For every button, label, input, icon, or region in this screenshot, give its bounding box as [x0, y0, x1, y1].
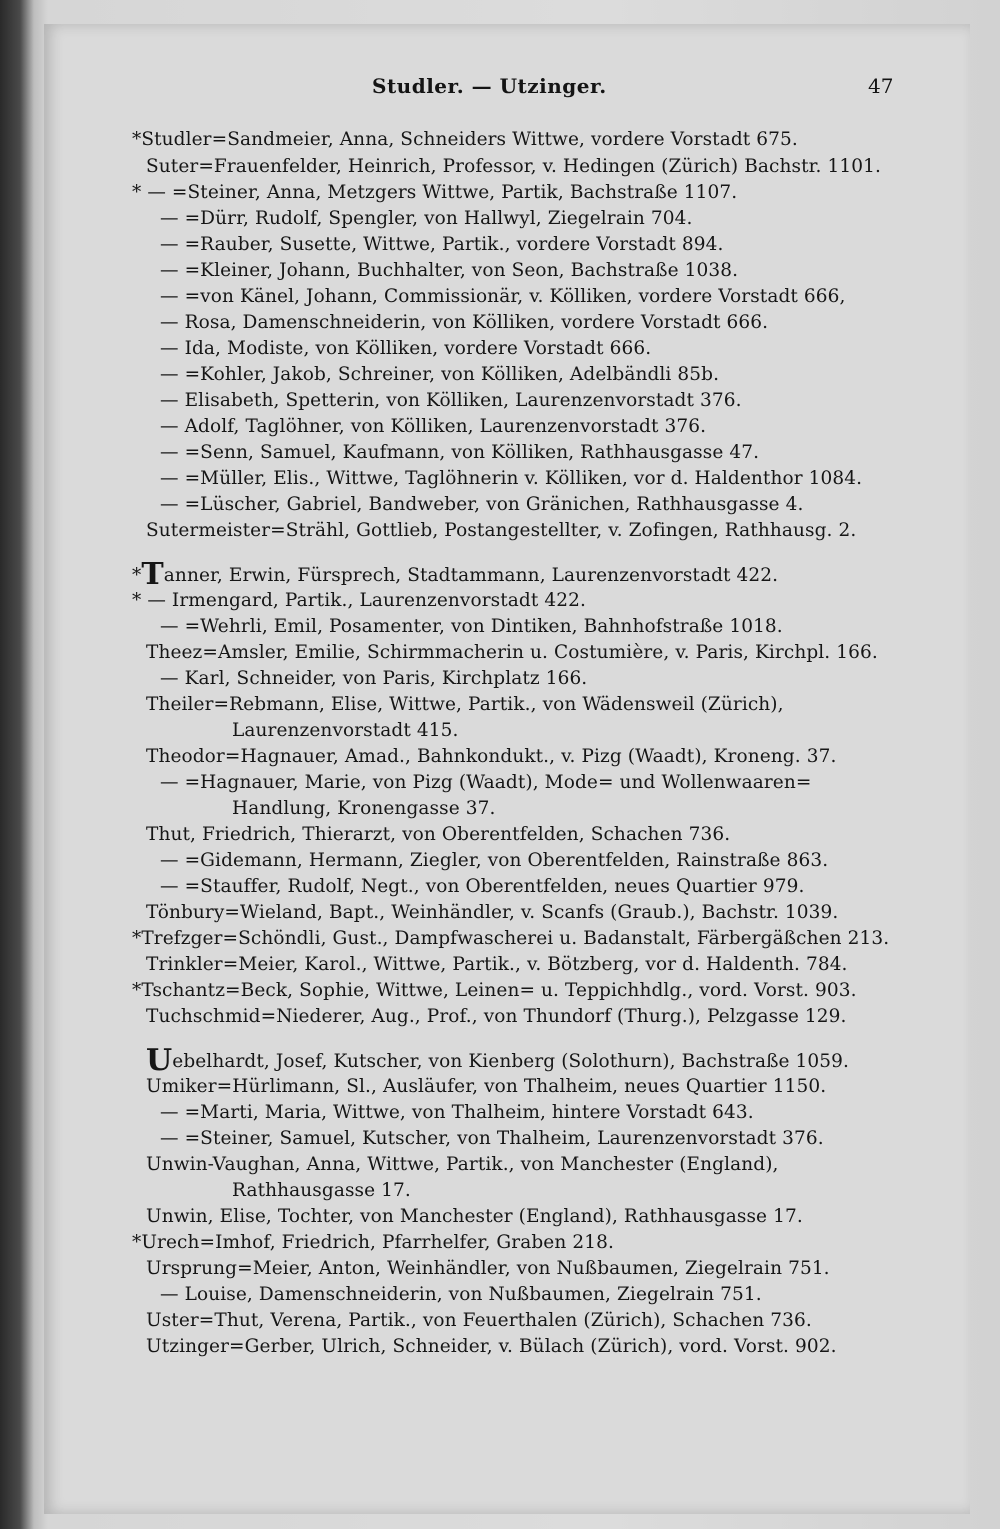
- entry-line: — =Gidemann, Hermann, Ziegler, von Oberentfelden, Rainstraße 863.: [160, 850, 829, 871]
- page-header: [0, 74, 1000, 104]
- entry-line: — =von Känel, Johann, Commissionär, v. Kölliken, vordere Vorstadt 666,: [160, 286, 846, 307]
- entry-line: — =Dürr, Rudolf, Spengler, von Hallwyl, Ziegelrain 704.: [160, 208, 693, 229]
- entry-line: *Tschantz=Beck, Sophie, Wittwe, Leinen= u. Teppichhdlg., vord. Vorst. 903.: [132, 980, 857, 1001]
- entry-line: — Rosa, Damenschneiderin, von Kölliken, vordere Vorstadt 666.: [160, 312, 769, 333]
- page-number: 47: [868, 74, 894, 98]
- entry-line: * — Irmengard, Partik., Laurenzenvorstadt 422.: [132, 590, 586, 611]
- section-u-first-entry: [146, 1043, 850, 1078]
- section-initial-u: U: [146, 1043, 173, 1078]
- entry-line: Umiker=Hürlimann, Sl., Ausläufer, von Thalheim, neues Quartier 1150.: [146, 1076, 827, 1097]
- entry-line: Ursprung=Meier, Anton, Weinhändler, von Nußbaumen, Ziegelrain 751.: [146, 1258, 830, 1279]
- entry-line: Sutermeister=Strähl, Gottlieb, Postangestellter, v. Zofingen, Rathhausg. 2.: [146, 520, 857, 541]
- entry-line: Tuchschmid=Niederer, Aug., Prof., von Thundorf (Thurg.), Pelzgasse 129.: [146, 1006, 847, 1027]
- entry-line: *Studler=Sandmeier, Anna, Schneiders Wittwe, vordere Vorstadt 675.: [132, 129, 798, 150]
- entry-line: Uster=Thut, Verena, Partik., von Feuerthalen (Zürich), Schachen 736.: [146, 1310, 812, 1331]
- entry-line: * — =Steiner, Anna, Metzgers Wittwe, Partik, Bachstraße 1107.: [132, 182, 738, 203]
- entry-line: Unwin-Vaughan, Anna, Wittwe, Partik., von Manchester (England),: [146, 1154, 779, 1175]
- entry-line: — =Müller, Elis., Wittwe, Taglöhnerin v. Kölliken, vor d. Haldenthor 1084.: [160, 468, 863, 489]
- entry-line: — =Kleiner, Johann, Buchhalter, von Seon, Bachstraße 1038.: [160, 260, 739, 281]
- entry-line: Handlung, Kronengasse 37.: [232, 798, 496, 819]
- entry-line: Laurenzenvorstadt 415.: [232, 720, 459, 741]
- entry-line: Rathhausgasse 17.: [232, 1180, 411, 1201]
- section-t-first-entry: [132, 557, 779, 592]
- entry-line: — =Stauffer, Rudolf, Negt., von Oberentfelden, neues Quartier 979.: [160, 876, 805, 897]
- entry-line: — =Hagnauer, Marie, von Pizg (Waadt), Mode= und Wollenwaaren=: [160, 772, 812, 793]
- entry-line: Utzinger=Gerber, Ulrich, Schneider, v. Bülach (Zürich), vord. Vorst. 902.: [146, 1336, 837, 1357]
- entry-line: Thut, Friedrich, Thierarzt, von Oberentfelden, Schachen 736.: [146, 824, 731, 845]
- entry-line: Theez=Amsler, Emilie, Schirmmacherin u. Costumière, v. Paris, Kirchpl. 166.: [146, 642, 878, 663]
- entry-line: Unwin, Elise, Tochter, von Manchester (England), Rathhausgasse 17.: [146, 1206, 803, 1227]
- entry-line: — =Kohler, Jakob, Schreiner, von Kölliken, Adelbändli 85b.: [160, 364, 720, 385]
- entry-line: — Ida, Modiste, von Kölliken, vordere Vorstadt 666.: [160, 338, 652, 359]
- entry-line: — =Marti, Maria, Wittwe, von Thalheim, hintere Vorstadt 643.: [160, 1102, 754, 1123]
- section-initial-t: T: [141, 557, 164, 592]
- entry-line: Theiler=Rebmann, Elise, Wittwe, Partik., von Wädensweil (Zürich),: [146, 694, 784, 715]
- entry-text: anner, Erwin, Fürsprech, Stadtammann, Laurenzenvorstadt 422.: [163, 565, 779, 586]
- running-title: Studler. — Utzinger.: [372, 74, 607, 98]
- entry-line: — Karl, Schneider, von Paris, Kirchplatz 166.: [160, 668, 588, 689]
- entry-line: Theodor=Hagnauer, Amad., Bahnkondukt., v. Pizg (Waadt), Kroneng. 37.: [146, 746, 837, 767]
- entry-line: — Louise, Damenschneiderin, von Nußbaumen, Ziegelrain 751.: [160, 1284, 762, 1305]
- entry-line: — =Rauber, Susette, Wittwe, Partik., vordere Vorstadt 894.: [160, 234, 724, 255]
- entry-line: *Trefzger=Schöndli, Gust., Dampfwascherei u. Badanstalt, Färbergäßchen 213.: [132, 928, 890, 949]
- entry-text: ebelhardt, Josef, Kutscher, von Kienberg (Solothurn), Bachstraße 1059.: [172, 1051, 850, 1072]
- entry-line: Trinkler=Meier, Karol., Wittwe, Partik., v. Bötzberg, vor d. Haldenth. 784.: [146, 954, 848, 975]
- entry-line: — Adolf, Taglöhner, von Kölliken, Laurenzenvorstadt 376.: [160, 416, 707, 437]
- entry-line: *Urech=Imhof, Friedrich, Pfarrhelfer, Graben 218.: [132, 1232, 614, 1253]
- entry-line: — =Steiner, Samuel, Kutscher, von Thalheim, Laurenzenvorstadt 376.: [160, 1128, 824, 1149]
- entry-line: — =Lüscher, Gabriel, Bandweber, von Gränichen, Rathhausgasse 4.: [160, 494, 804, 515]
- entry-line: — =Wehrli, Emil, Posamenter, von Dintiken, Bahnhofstraße 1018.: [160, 616, 783, 637]
- entry-line: — Elisabeth, Spetterin, von Kölliken, Laurenzenvorstadt 376.: [160, 390, 742, 411]
- entry-line: Tönbury=Wieland, Bapt., Weinhändler, v. Scanfs (Graub.), Bachstr. 1039.: [146, 902, 839, 923]
- entry-line: Suter=Frauenfelder, Heinrich, Professor, v. Hedingen (Zürich) Bachstr. 1101.: [146, 156, 881, 177]
- asterisk-mark: *: [132, 565, 142, 586]
- entry-line: — =Senn, Samuel, Kaufmann, von Kölliken, Rathhausgasse 47.: [160, 442, 760, 463]
